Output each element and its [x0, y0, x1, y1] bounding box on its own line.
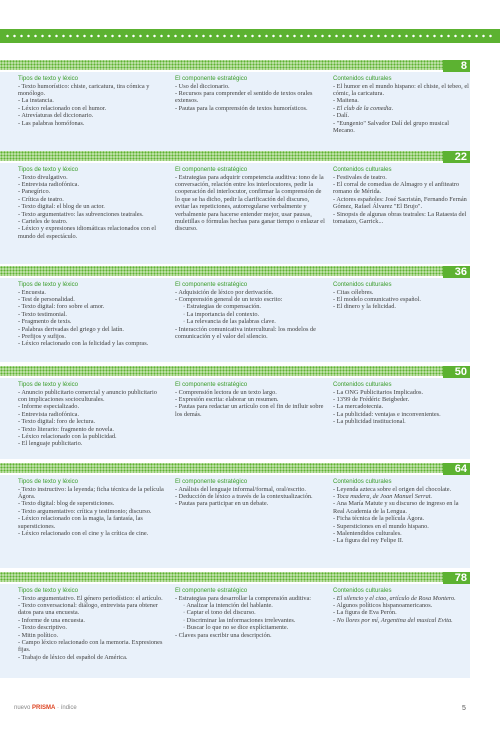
- footer-suffix: · índice: [57, 705, 77, 711]
- list-item: - Léxico relacionado con la publicidad.: [18, 432, 117, 440]
- unit-page-number: 78: [443, 572, 470, 584]
- column-list: [175, 486, 325, 508]
- unit-header-bar: [0, 463, 470, 473]
- column-list: [333, 595, 469, 625]
- unit-header-bar: [0, 572, 470, 582]
- strategic-column: [175, 381, 325, 418]
- list-item: - Actores españoles: José Sacristán, Fernando Fernán Gómez, Rafael Álvarez "El Brujo".: [333, 195, 467, 211]
- list-item: - Leyenda azteca sobre el origen del chocolate.: [333, 485, 452, 493]
- list-item: - Atrevíaturas del diccionario.: [18, 112, 94, 120]
- text-types-column: [18, 381, 166, 448]
- list-item: · Captar el tono del discurso.: [183, 609, 256, 617]
- list-item: - Malentendidos culturales.: [333, 529, 402, 537]
- unit-page-number: 50: [443, 366, 470, 378]
- list-item: - Sinopsis de algunas obras teatrales: La Rataesta del tomatazo, Garrick...: [333, 210, 467, 225]
- strategic-column: [175, 478, 325, 508]
- list-item: - Maitena.: [333, 97, 359, 105]
- list-item: - "Eungenio" Salvador Dalí del grupo musical Mecano.: [333, 119, 450, 134]
- list-item: - Fragmento de texis.: [18, 318, 72, 326]
- list-item: - El humor en el mundo hispano: el chiste, el tebeo, el cómic, la caricatura.: [333, 82, 469, 97]
- list-item: - Trabajo de léxico del español de América.: [18, 653, 128, 661]
- list-item: - Texto conversacional: diálogo, entrevista para obtener datos para una encuesta.: [18, 601, 158, 617]
- list-item: - Crítica de teatro.: [18, 195, 64, 203]
- unit-content-panel: [0, 72, 470, 157]
- column-list: [18, 486, 166, 538]
- list-item: · La relevancia de las palabras clave.: [183, 318, 276, 326]
- cultural-column: [333, 478, 469, 545]
- list-item: - Pautas para redactar un artículo con el fin de influir sobre los demás.: [175, 403, 324, 418]
- list-item: - Léxico relacionado con la magia, la fantasía, las supersticiones.: [18, 515, 143, 530]
- list-item: - Encuesta.: [18, 288, 46, 296]
- top-decorative-bar: [0, 29, 500, 43]
- unit-page-number: 8: [443, 60, 470, 72]
- unit-header-bar: [0, 60, 470, 70]
- strategic-column: [175, 281, 325, 340]
- list-item: - La ONG Publicitarios Implicados.: [333, 388, 424, 396]
- column-list: [333, 83, 469, 135]
- cultural-column: [333, 381, 469, 426]
- column-heading: Contenidos culturales: [333, 587, 392, 594]
- list-item: - 13'99 de Frédéric Beigbeder.: [333, 395, 410, 403]
- list-item: - Entrevista radiofónica.: [18, 410, 80, 418]
- list-item: · La importancia del contexto.: [183, 310, 260, 318]
- list-item: - Texto instructivo: la leyenda; ficha técnica de la película Ágora.: [18, 485, 164, 500]
- list-item: - El club de la comedia.: [333, 104, 394, 112]
- strategic-column: [175, 75, 325, 112]
- list-item: - Léxico relacionado con la felicidad y las compras.: [18, 340, 149, 348]
- list-item: - Texto argumentativo. El género periodístico: el artículo.: [18, 594, 163, 602]
- list-item: - El silencio y el ciao, artículo de Rosa Montero.: [333, 594, 456, 602]
- cultural-column: [333, 75, 469, 134]
- column-heading: Tipos de texto y léxico: [18, 381, 79, 388]
- list-item: - Panegírico.: [18, 188, 51, 196]
- list-item: - Texto descriptivo.: [18, 624, 67, 632]
- text-types-column: [18, 281, 166, 348]
- strategic-column: [175, 587, 325, 639]
- column-list: [333, 389, 469, 426]
- list-item: - Pautas para la comprensión de textos humorísticos.: [175, 104, 308, 112]
- list-item: - El corral de comedias de Almagro y el anfiteatro romano de Mérida.: [333, 180, 460, 196]
- unit-content-panel: [0, 278, 470, 362]
- list-item: - Mitin político.: [18, 631, 59, 639]
- list-item: - Toca madera, de Joan Manuel Serrat.: [333, 492, 433, 500]
- column-heading: Tipos de texto y léxico: [18, 166, 79, 173]
- list-item: - Dalí.: [333, 112, 350, 120]
- column-list: [18, 389, 166, 448]
- list-item: - Carteles de teatro.: [18, 217, 68, 225]
- column-list: [18, 289, 166, 348]
- list-item: - Ficha técnica de la película Ágora.: [333, 515, 425, 523]
- list-item: - Léxico relacionado con el cine y la crítica de cine.: [18, 529, 149, 537]
- column-list: [333, 486, 469, 545]
- unit-content-panel: [0, 584, 470, 678]
- list-item: - Texto humorístico: chiste, caricatura, tira cómica y monólogo.: [18, 82, 150, 97]
- text-types-column: [18, 75, 166, 127]
- list-item: - Claves para escribir una descripción.: [175, 631, 272, 639]
- column-heading: Tipos de texto y léxico: [18, 281, 79, 288]
- unit-content-panel: [0, 475, 470, 568]
- list-item: - El modelo comunicativo español.: [333, 295, 421, 303]
- column-list: [333, 174, 469, 226]
- column-list: [18, 174, 166, 241]
- unit-content-panel: [0, 163, 470, 264]
- column-heading: Contenidos culturales: [333, 281, 392, 288]
- list-item: - La publicidad institucional.: [333, 418, 406, 426]
- list-item: - Estrategias para adquirir competencia auditiva: tono de la conversación, relación entre los interlocutores, pedir la cooperación del interlocutor, confirmar la comprensión de lo que se ha dicho, pedir la clarificación del discurso, evitar las repeticiones, autorregularse verbalmente y verbalmente para hacerse entender mejor, usar pausas, muletillas o fórmulas hechas para ganar tiempo o enlazar el discurso.: [175, 173, 325, 233]
- list-item: - La instancia.: [18, 97, 54, 105]
- list-item: - Expresión escrita: elaborar un resumen.: [175, 395, 279, 403]
- list-item: · Discriminar las informaciones irrelevantes.: [183, 616, 296, 624]
- column-list: [175, 289, 325, 341]
- list-item: - Comprensión general de un texto escrito:: [175, 295, 283, 303]
- list-item: - Deducción de léxico a través de la contextualización.: [175, 492, 313, 500]
- list-item: - Pautas para participar en un debate.: [175, 500, 269, 508]
- list-item: - Texto digital: foro de lectura.: [18, 418, 96, 426]
- list-item: - Interacción comunicativa intercultural: los modelos de comunicación y el valor del silencio.: [175, 325, 316, 340]
- cultural-column: [333, 166, 469, 225]
- list-item: - Informe especializado.: [18, 403, 80, 411]
- list-item: - Entrevista radiofónica.: [18, 180, 80, 188]
- unit-page-number: 22: [443, 151, 470, 163]
- column-heading: Contenidos culturales: [333, 75, 392, 82]
- list-item: - Supersticiones en el mundo hispano.: [333, 522, 429, 530]
- column-heading: El componente estratégico: [175, 381, 248, 388]
- list-item: - Citas célebres.: [333, 288, 374, 296]
- cultural-column: [333, 281, 469, 311]
- list-item: - Texto argumentativo: crítica y testimonio; discurso.: [18, 507, 152, 515]
- text-types-column: [18, 166, 166, 240]
- list-item: - La figura del rey Felipe II.: [333, 537, 404, 545]
- list-item: - Recursos para comprender el sentido de textos orales extensos.: [175, 89, 313, 105]
- column-list: [175, 389, 325, 419]
- list-item: · Analizar la intención del hablante.: [183, 601, 273, 609]
- column-list: [175, 595, 325, 639]
- column-heading: Tipos de texto y léxico: [18, 587, 79, 594]
- column-heading: El componente estratégico: [175, 75, 248, 82]
- column-list: [18, 595, 166, 662]
- list-item: - Uso del diccionario.: [175, 82, 230, 90]
- list-item: - Campo léxico relacionado con la memoria. Expresiones fijas.: [18, 638, 163, 654]
- column-heading: El componente estratégico: [175, 478, 248, 485]
- list-item: - Algunos políticos hispanoamericanos.: [333, 601, 433, 609]
- unit-page-number: 64: [443, 463, 470, 475]
- list-item: - Comprensión lectora de un texto largo.: [175, 388, 277, 396]
- list-item: - Texto testimonial.: [18, 310, 67, 318]
- list-item: · Estrategias de compensación.: [183, 303, 261, 311]
- list-item: - Test de personalidad.: [18, 295, 75, 303]
- cultural-column: [333, 587, 469, 624]
- list-item: - Texto digital: blog de supersticiones.: [18, 500, 115, 508]
- list-item: - No llores por mí, Argentina del musical Evita.: [333, 616, 453, 624]
- column-heading: El componente estratégico: [175, 281, 248, 288]
- list-item: - Estrategias para desarrollar la comprensión auditiva:: [175, 594, 312, 602]
- list-item: - Adquisición de léxico por derivación.: [175, 288, 274, 296]
- footer-prefix: nuevo: [14, 705, 31, 711]
- column-heading: Contenidos culturales: [333, 166, 392, 173]
- text-types-column: [18, 587, 166, 661]
- list-item: - Texto divulgativo.: [18, 173, 68, 181]
- list-item: - La mercadotecnia.: [333, 403, 384, 411]
- column-heading: Contenidos culturales: [333, 381, 392, 388]
- list-item: - Texto digital: foro sobre el amor.: [18, 303, 105, 311]
- unit-page-number: 36: [443, 266, 470, 278]
- list-item: - El lenguaje publicitario.: [18, 440, 83, 448]
- column-list: [18, 83, 166, 127]
- column-heading: El componente estratégico: [175, 587, 248, 594]
- strategic-column: [175, 166, 325, 233]
- list-item: - El dinero y la felicidad.: [333, 303, 396, 311]
- column-heading: El componente estratégico: [175, 166, 248, 173]
- page-number: 5: [462, 705, 466, 712]
- unit-header-bar: [0, 366, 470, 376]
- list-item: - Texto argumentativo: las subvenciones teatrales.: [18, 210, 144, 218]
- list-item: - Prefijos y sufijos.: [18, 332, 66, 340]
- list-item: - Anuncio publicitario comercial y anuncio publicitario con implicaciones socioculturales.: [18, 388, 157, 403]
- column-list: [175, 174, 325, 233]
- list-item: - Ana María Matute y su discurso de ingreso en la Real Academia de la Lengua.: [333, 500, 459, 515]
- list-item: - Análisis del lenguaje informal/formal, oral/escrito.: [175, 485, 306, 493]
- list-item: - Léxico y expresiones idiomáticas relacionados con el mundo del espectáculo.: [18, 225, 156, 240]
- unit-header-bar: [0, 151, 470, 161]
- footer: [14, 705, 77, 711]
- list-item: - Texto literario: fragmento de novela.: [18, 425, 114, 433]
- column-heading: Tipos de texto y léxico: [18, 478, 79, 485]
- list-item: - Festivales de teatro.: [333, 173, 387, 181]
- list-item: - Palabras derivadas del griego y del latín.: [18, 325, 124, 333]
- list-item: - La publicidad: ventajas e inconvenientes.: [333, 410, 441, 418]
- unit-header-bar: [0, 266, 470, 276]
- unit-content-panel: [0, 378, 470, 459]
- column-list: [333, 289, 469, 311]
- list-item: · Buscar lo que no se dice explícitamente.: [183, 624, 289, 632]
- list-item: - Léxico relacionado con el humor.: [18, 104, 107, 112]
- column-list: [175, 83, 325, 113]
- list-item: - Texto digital: el blog de un actor.: [18, 203, 105, 211]
- footer-brand: PRISMA: [32, 705, 56, 711]
- list-item: - Las palabras homófonas.: [18, 119, 85, 127]
- column-heading: Contenidos culturales: [333, 478, 392, 485]
- list-item: - Informe de una encuesta.: [18, 616, 85, 624]
- column-heading: Tipos de texto y léxico: [18, 75, 79, 82]
- text-types-column: [18, 478, 166, 537]
- list-item: - La figura de Eva Perón.: [333, 609, 397, 617]
